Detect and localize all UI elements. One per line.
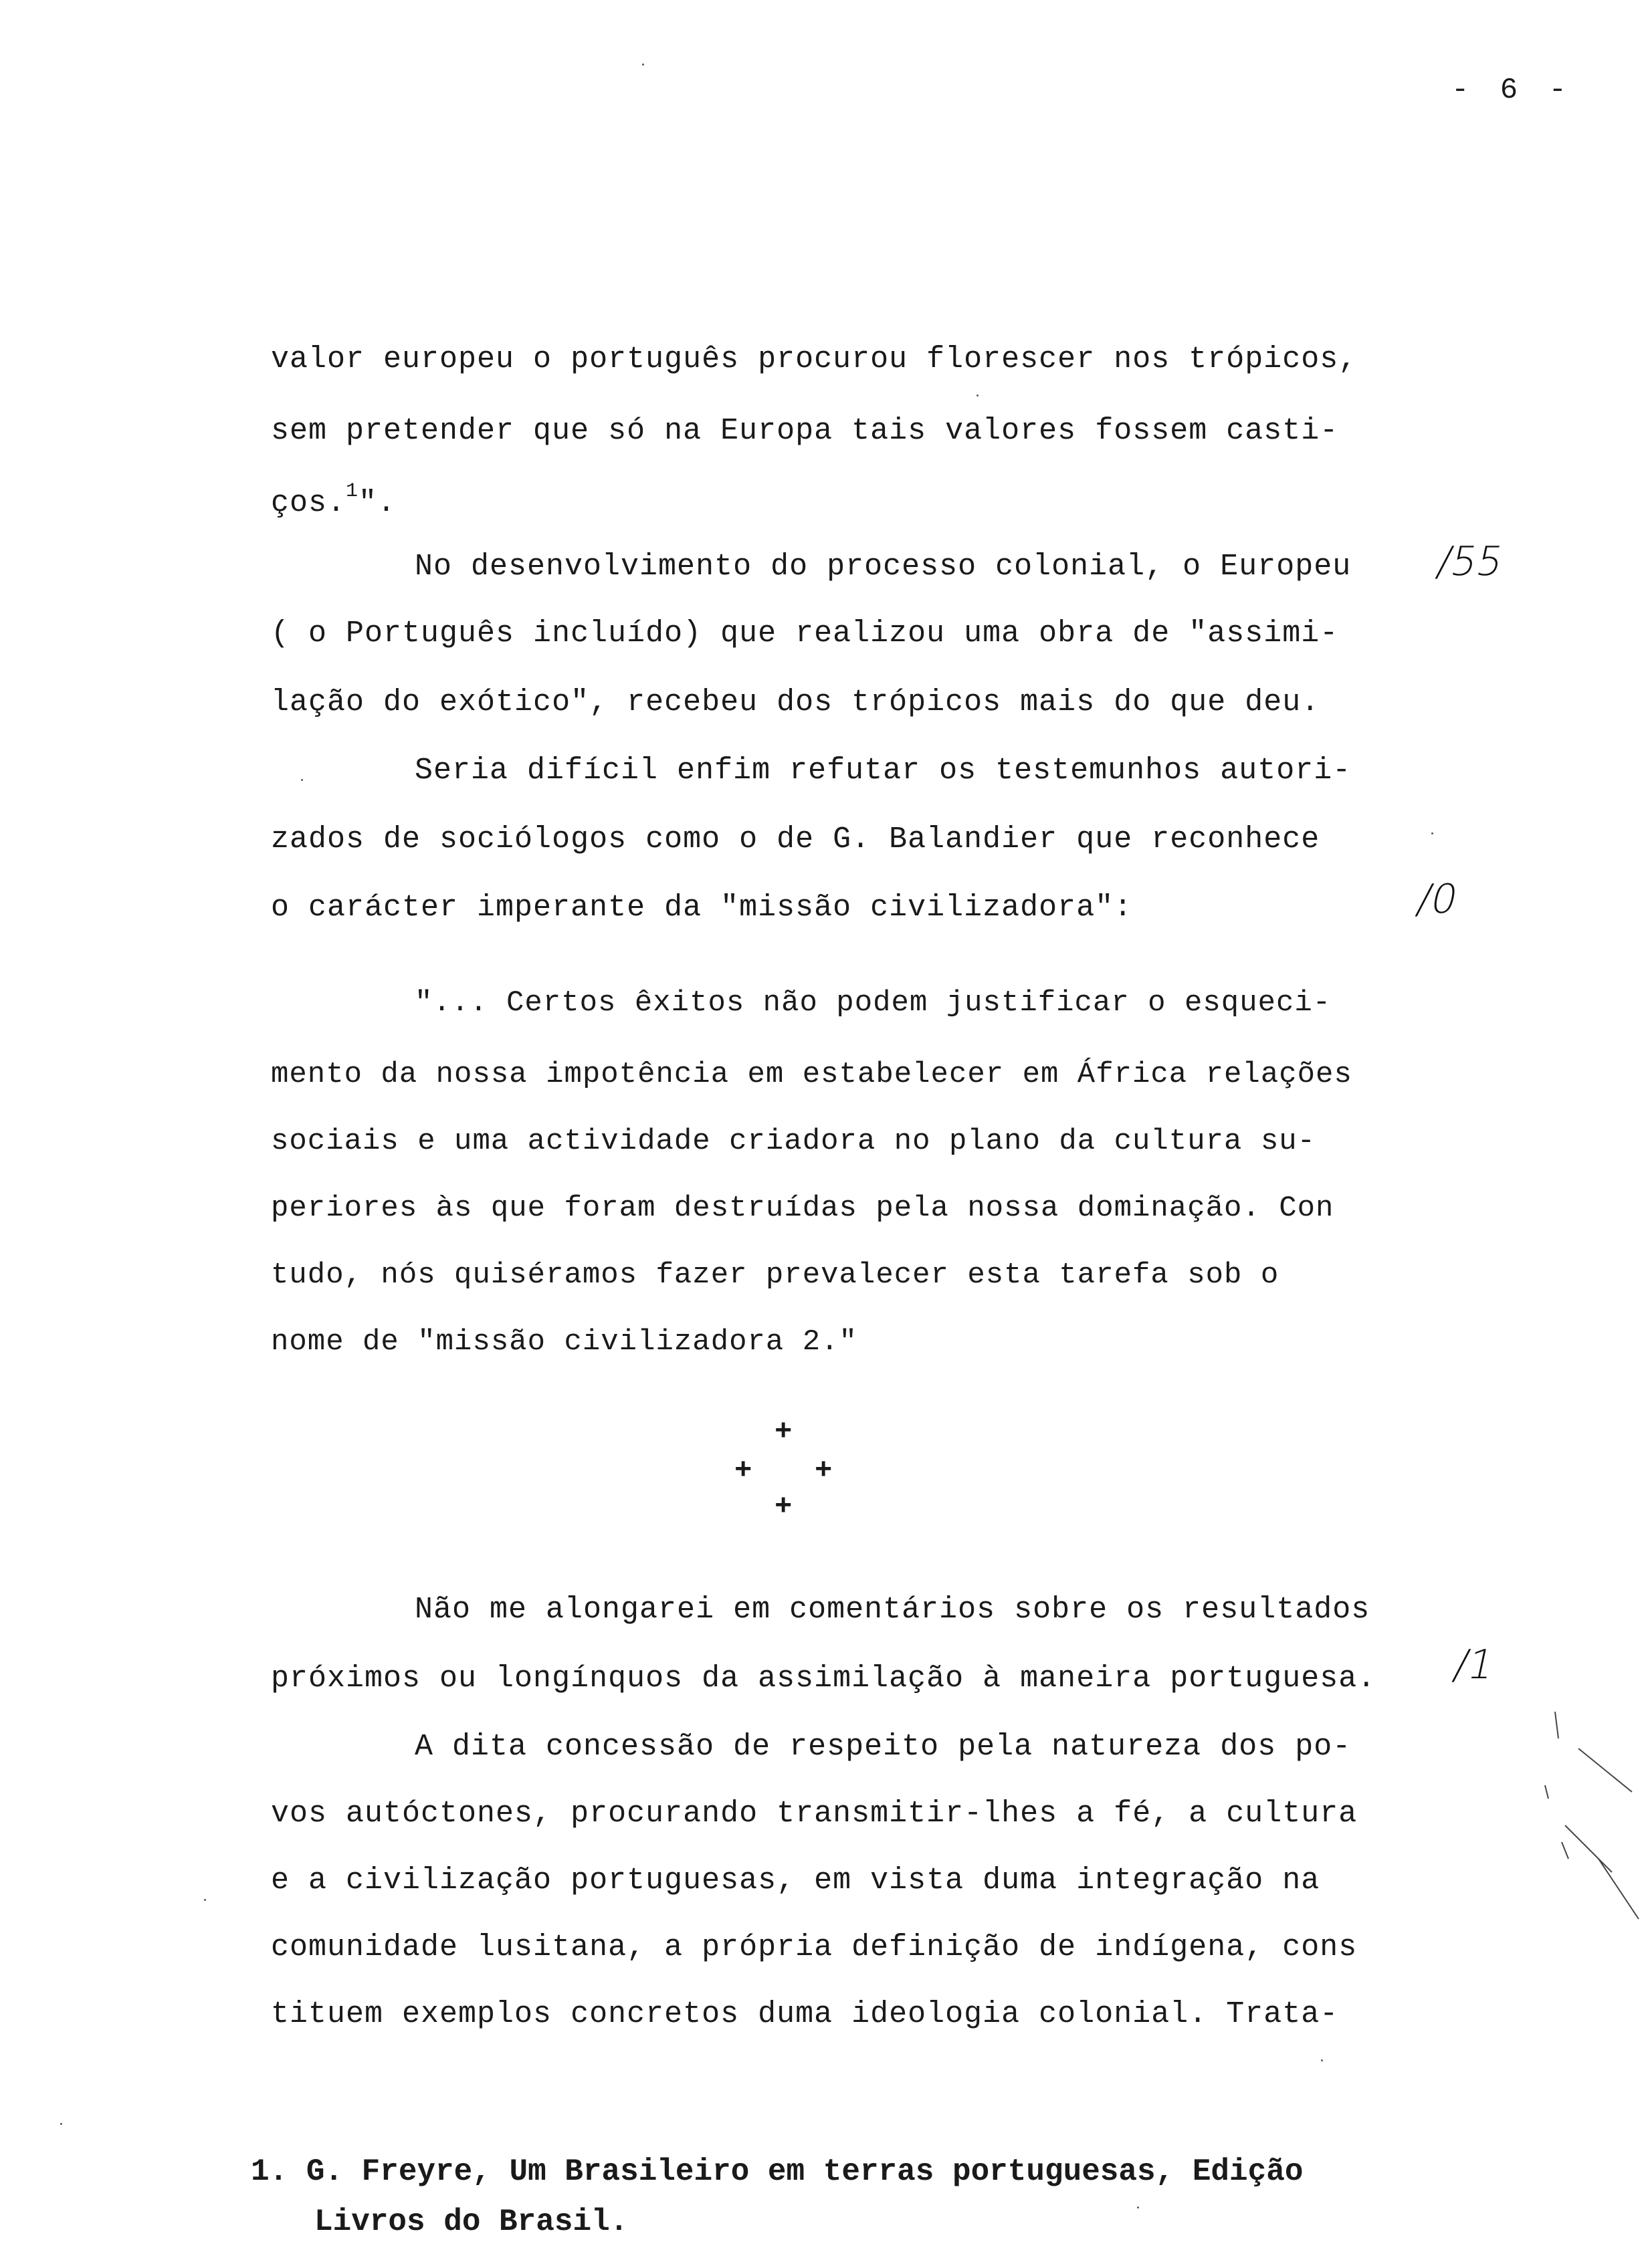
body-line-with-footnote [271,480,397,520]
separator-cross: + [815,1454,833,1488]
scan-speck [301,779,303,781]
quote-line: tudo, nós quiséramos fazer prevalecer esta tarefa sob o [271,1258,1279,1292]
footnote-reference: 1 [346,480,359,503]
body-text: ços. [271,486,346,520]
body-line: sem pretender que só na Europa tais valores fossem casti- [271,414,1339,448]
body-line: comunidade lusitana, a própria definição de indígena, cons [271,1930,1358,1964]
footnote: 1. G. Freyre, Um Brasileiro em terras portuguesas, Edição [251,2154,1304,2189]
separator-cross: + [775,1415,793,1449]
body-line: lação do exótico", recebeu dos trópicos mais do que deu. [271,685,1320,719]
paragraph-start: Não me alongarei em comentários sobre os resultados [415,1593,1370,1627]
scan-speck [60,2123,62,2125]
body-line: o carácter imperante da "missão civilizadora": [271,891,1133,925]
margin-annotation: /1 [1449,1641,1499,1688]
body-line: tituem exemplos concretos duma ideologia colonial. Trata- [271,1997,1339,2031]
quote-line: periores às que foram destruídas pela nossa dominação. Con [271,1192,1334,1225]
body-line: e a civilização portuguesas, em vista duma integração na [271,1863,1320,1898]
scan-speck [1431,832,1433,834]
body-line: próximos ou longínquos da assimilação à maneira portuguesa. [271,1662,1376,1696]
margin-annotation: /0 [1413,876,1462,923]
scan-speck [204,1899,206,1901]
scan-speck [642,64,644,66]
scan-speck [1321,2059,1323,2061]
footnote-continuation: Livros do Brasil. [314,2204,629,2239]
body-line: ( o Português incluído) que realizou uma obra de "assimi- [271,616,1339,651]
paragraph-start: Seria difícil enfim refutar os testemunhos autori- [415,754,1352,788]
quote-line: mento da nossa impotência em estabelecer em África relações [271,1058,1352,1091]
body-line: zados de sociólogos como o de G. Balandier que reconhece [271,822,1320,857]
page-number: - 6 - [1451,74,1574,107]
quote-line: nome de "missão civilizadora 2." [271,1325,857,1359]
margin-annotation: /55 [1433,538,1508,585]
edge-scan-marks [1532,1698,1645,1939]
paragraph-start: A dita concessão de respeito pela natureza dos po- [415,1730,1352,1764]
scan-speck [1137,2206,1139,2208]
separator-cross: + [775,1490,793,1524]
paragraph-start: No desenvolvimento do processo colonial, o Europeu [415,550,1352,584]
quote-line: "... Certos êxitos não podem justificar o esqueci- [415,986,1332,1020]
section-separator [722,1415,833,1524]
scan-speck [976,394,978,396]
body-line: valor europeu o português procurou florescer nos trópicos, [271,342,1358,376]
separator-cross: + [734,1454,752,1488]
body-line: vos autóctones, procurando transmitir-lhes a fé, a cultura [271,1797,1358,1831]
quote-line: sociais e uma actividade criadora no plano da cultura su- [271,1125,1316,1158]
closing-quote: ". [358,486,397,520]
